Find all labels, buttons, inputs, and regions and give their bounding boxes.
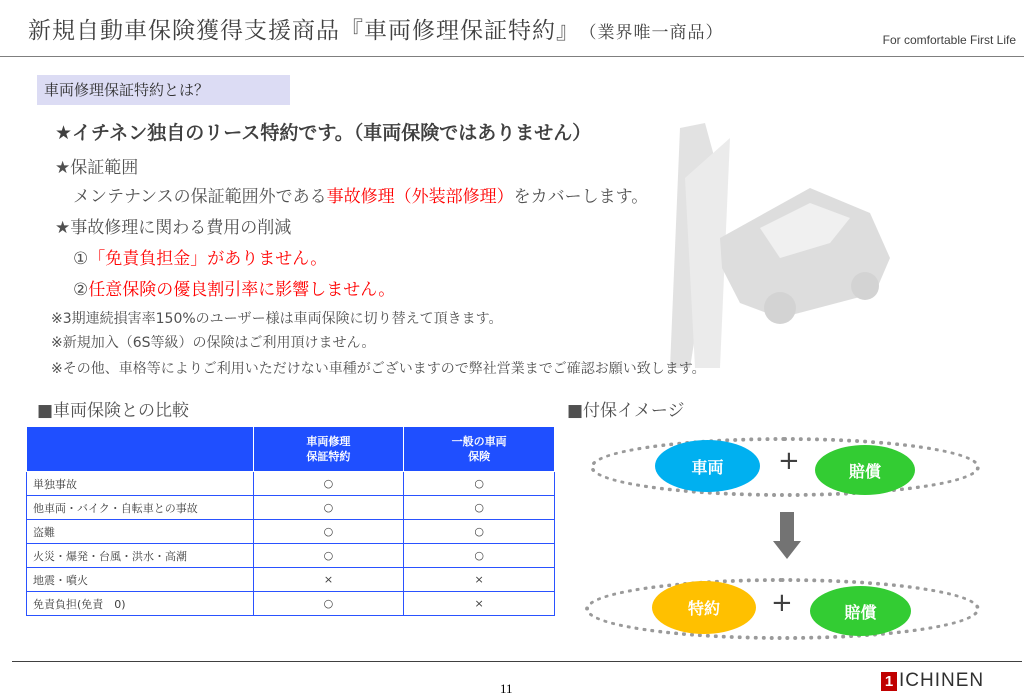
header-line: 車両修理 [306, 435, 351, 448]
liability-pill-bottom: 賠償 [810, 586, 911, 636]
coverage-post: をカバーします。 [513, 187, 649, 207]
table-header-cell [27, 427, 254, 472]
note-1: ※3期連続損害率150%のユーザー様は車両保険に切り替えて頂きます。 [51, 311, 503, 327]
table-cell: × [253, 568, 404, 592]
note-2: ※新規加入（6S等級）の保険はご利用頂けません。 [51, 335, 376, 351]
table-cell: ○ [404, 496, 555, 520]
point-2 [73, 275, 395, 300]
table-row [27, 568, 555, 592]
footer-divider [12, 661, 1022, 662]
comparison-table [26, 426, 555, 616]
image-heading: ■付保イメージ [567, 401, 685, 421]
table-cell: ○ [253, 472, 404, 496]
table-cell: 地震・噴火 [27, 568, 254, 592]
table-header-cell [253, 427, 404, 472]
coverage-text [73, 182, 648, 207]
down-arrow-icon [780, 512, 794, 542]
table-cell: 火災・爆発・台風・洪水・高潮 [27, 544, 254, 568]
page-title [28, 12, 724, 45]
page-title-main: 新規自動車保険獲得支援商品『車両修理保証特約』 [28, 18, 580, 44]
coverage-heading: ★保証範囲 [55, 158, 139, 178]
cost-heading: ★事故修理に関わる費用の削減 [55, 218, 292, 238]
vehicle-pill: 車両 [655, 440, 760, 492]
table-cell: 免責負担(免責 0) [27, 592, 254, 616]
table-row [27, 520, 555, 544]
header-line: 保険 [468, 450, 491, 463]
table-cell: × [404, 592, 555, 616]
table-row [27, 496, 555, 520]
table-header-row [27, 427, 555, 472]
table-row [27, 592, 555, 616]
company-logo [881, 670, 984, 692]
header-divider [0, 56, 1024, 57]
table-row [27, 472, 555, 496]
point-1-text: 「免責負担金」がありません。 [88, 249, 328, 269]
plus-sign-bottom: + [771, 588, 793, 618]
table-cell: ○ [404, 544, 555, 568]
table-row [27, 544, 555, 568]
header-line: 保証特約 [306, 450, 351, 463]
plus-sign-top: + [778, 446, 800, 476]
headline: ★イチネン独自のリース特約です。（車両保険ではありません） [55, 122, 592, 144]
table-cell: ○ [253, 520, 404, 544]
section-label: 車両修理保証特約とは？ [37, 75, 290, 105]
point-2-text: 任意保険の優良割引率に影響しません。 [88, 280, 396, 300]
table-cell: 単独事故 [27, 472, 254, 496]
table-header-cell [404, 427, 555, 472]
table-cell: × [404, 568, 555, 592]
page-number: 11 [500, 681, 513, 696]
point-2-prefix: ② [73, 280, 89, 300]
table-cell: ○ [253, 544, 404, 568]
logo-mark-icon: 1 [881, 672, 897, 691]
down-arrow-head [773, 541, 801, 559]
header-line: 一般の車両 [451, 435, 507, 448]
logo-text: ICHINEN [899, 670, 985, 691]
car-crash-illustration-icon [660, 118, 900, 368]
coverage-red: 事故修理（外装部修理） [326, 187, 514, 207]
comparison-heading: ■車両保険との比較 [37, 401, 190, 421]
table-cell: ○ [253, 592, 404, 616]
table-cell: ○ [404, 472, 555, 496]
coverage-pre: メンテナンスの保証範囲外である [73, 187, 327, 207]
note-3: ※その他、車格等によりご利用いただけない車種がございますので弊社営業までご確認お願い致します。 [51, 361, 706, 377]
table-cell: 盗難 [27, 520, 254, 544]
page-title-sub: （業界唯一商品） [588, 23, 724, 43]
point-1-prefix: ① [73, 249, 89, 269]
point-1 [73, 244, 327, 269]
tagline: For comfortable First Life [882, 33, 1016, 47]
table-cell: ○ [253, 496, 404, 520]
table-cell: ○ [404, 520, 555, 544]
table-cell: 他車両・バイク・自転車との事故 [27, 496, 254, 520]
liability-pill-top: 賠償 [815, 445, 915, 495]
rider-pill: 特約 [652, 581, 756, 634]
